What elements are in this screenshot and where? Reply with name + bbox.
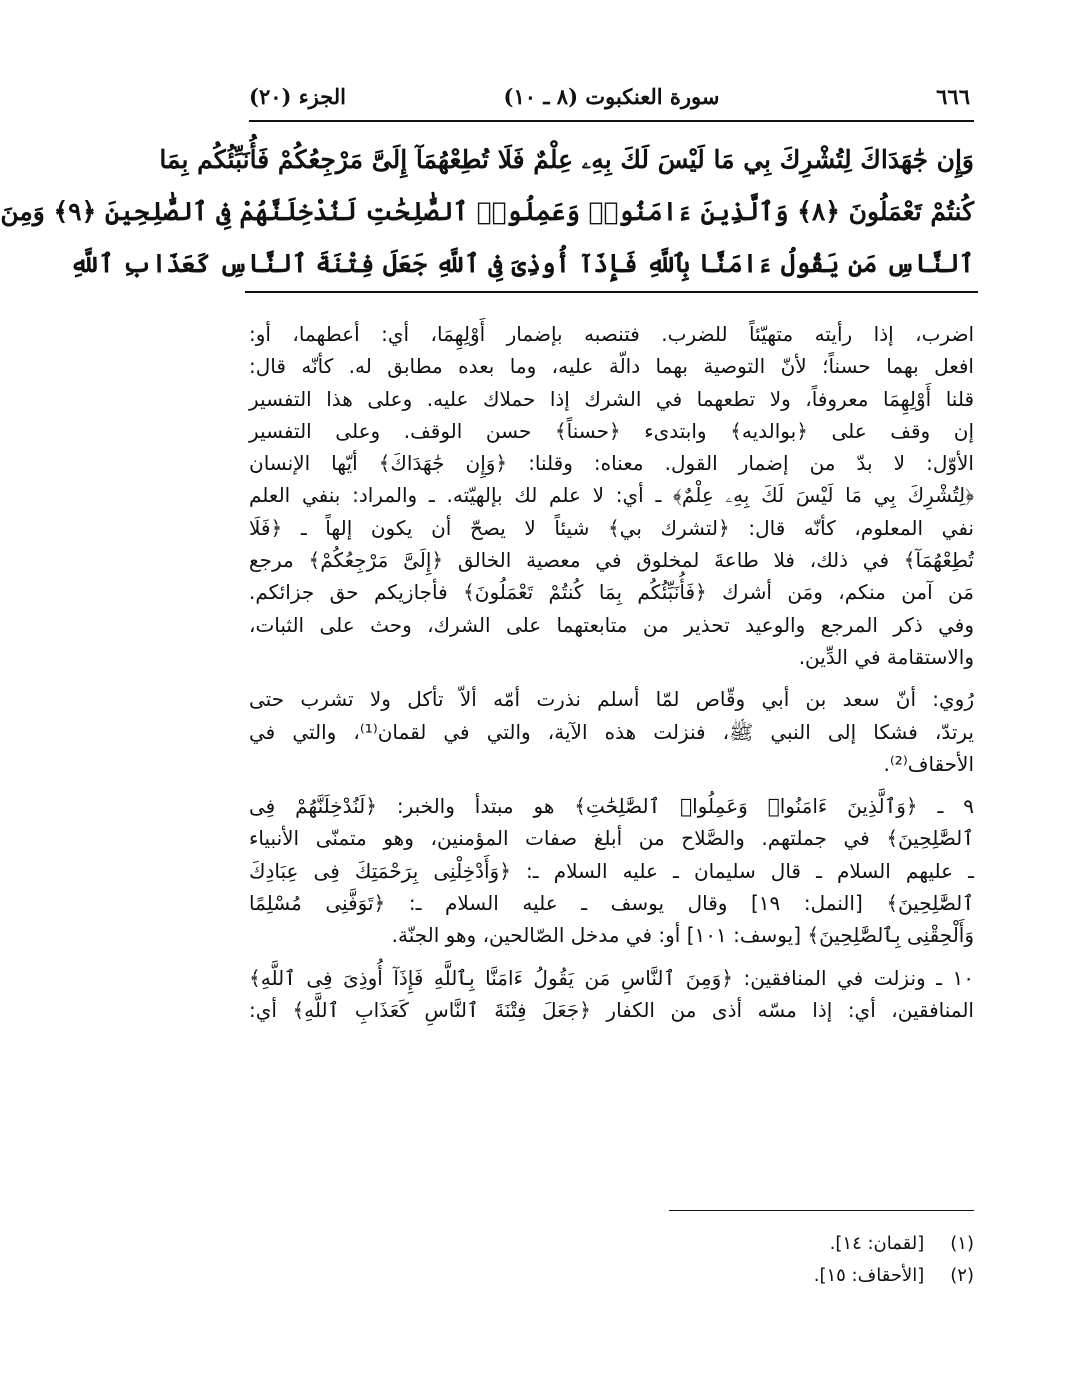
juz-label: الجزء (٢٠) (249, 84, 346, 109)
text-line: يرتدّ، فشكا إلى النبي ﷺ، فنزلت هذه الآية، والتي في لقمان⁽¹⁾، والتي في (249, 719, 974, 744)
text-line: الأحقاف⁽²⁾. (883, 751, 974, 776)
surah-title: سورة العنكبوت (٨ ـ ١٠) (503, 84, 720, 109)
header-rule (249, 120, 974, 122)
footnote-text: [لقمان: ١٤]. (829, 1233, 925, 1254)
footnote (249, 1260, 974, 1292)
text-line: افعل بهما حسناً؛ لأنّ التوصية بهما دالّة عليه، وما بعده مطابق له. كأنّه قال: (249, 354, 974, 379)
text-line: تُطِعْهُمَآ﴾ في ذلك، فلا طاعةَ لمخلوق في معصية الخالق ﴿إِلَىَّ مَرْجِعُكُمْ﴾ مرجع (249, 548, 974, 573)
text-line: المنافقين، أي: إذا مسّه أذى من الكفار ﴿جَعَلَ فِتْنَةَ ٱلنَّاسِ كَعَذَابِ ٱللَّهِ﴾ أي: (249, 997, 974, 1022)
text-line: رُوي: أنّ سعد بن أبي وقّاص لمّا أسلم نذرت أمّه ألاّ تأكل ولا تشرب حتى (249, 687, 974, 712)
text-line: الأوّل: لا بدّ من إضمار القول. معناه: وقلنا: ﴿وَإِن جَٰهَدَاكَ﴾ أيّها الإنسان (249, 451, 974, 476)
book-page (0, 78, 974, 1338)
quran-verses-block (0, 134, 974, 290)
text-line: ﴿لِتُشْرِكَ بِي مَا لَيْسَ لَكَ بِهِۦ عِلْمٌ﴾ ـ أي: لا علم لك بإلهيّته. ـ والمراد: بنفي العلم (249, 483, 974, 508)
footnote-text: [الأحقاف: ١٥]. (813, 1265, 925, 1286)
text-line: ٱلصَّٰلِحِينَ﴾ [النمل: ١٩] وقال يوسف ـ عليه السلام ـ: ﴿تَوَفَّنِى مُسْلِمًا (249, 891, 974, 916)
paragraph (249, 683, 974, 780)
page-number: ٦٦٦ (936, 84, 970, 109)
text-line: ١٠ ـ ونزلت في المنافقين: ﴿وَمِنَ ٱلنَّاسِ مَن يَقُولُ ءَامَنَّا بِٱللَّهِ فَإِذَآ أُوذِىَ فِى ٱللَّهِ﴾ (249, 965, 974, 990)
commentary-text (249, 318, 974, 1036)
text-line: ٱلصَّٰلِحِينَ﴾ في جملتهم. والصَّلاح من أبلغ صفات المؤمنين، وهو متمنّى الأنبياء (249, 826, 974, 851)
text-line: إن وقف على ﴿بوالديه﴾ وابتدىء ﴿حسناً﴾ حسن الوقف. وعلى التفسير (249, 418, 974, 443)
verses-divider (245, 291, 978, 293)
footnote-rule (669, 1210, 974, 1211)
verse-line: ٱلنَّاسِ مَن يَقُولُ ءَامَنَّا بِٱللَّهِ فَإِذَآ أُوذِىَ فِى ٱللَّهِ جَعَلَ فِتْنَةَ ٱلنَّاسِ كَعَذَابِ ٱللَّهِ (69, 249, 974, 278)
footnote-number: (٢) (950, 1265, 974, 1286)
page-header (249, 78, 974, 114)
verse-line: كُنتُمْ تَعْمَلُونَ ﴿٨﴾ وَٱلَّذِينَ ءَامَنُوا۟ وَعَمِلُوا۟ ٱلصَّٰلِحَٰتِ لَنُدْخِلَنَّهُمْ فِى ٱلصَّٰلِحِينَ ﴿٩﴾ وَمِنَ (0, 197, 974, 226)
text-line: مَن آمن منكم، ومَن أشرك ﴿فَأُنَبِّئُكُم بِمَا كُنتُمْ تَعْمَلُونَ﴾ فأجازيكم حق جزائكم. (249, 580, 974, 605)
paragraph (249, 790, 974, 951)
text-line: والاستقامة في الدِّين. (798, 644, 974, 669)
text-line: قلنا أَوْلِهِمَا معروفاً، ولا تطعهما في الشرك إذا حملاك عليه. وعلى هذا التفسير (249, 386, 974, 411)
text-line: وَأَلْحِقْنِى بِٱلصَّٰلِحِينَ﴾ [يوسف: ١٠١] أو: في مدخل الصّالحين، وهو الجنّة. (391, 923, 974, 948)
verse-line: وَإِن جَٰهَدَاكَ لِتُشْرِكَ بِي مَا لَيْسَ لَكَ بِهِۦ عِلْمٌ فَلَا تُطِعْهُمَآ إِلَىَّ مَرْجِعُكُمْ فَأُنَبِّئُكُم بِمَا (159, 145, 974, 174)
text-line: ـ عليهم السلام ـ قال سليمان ـ عليه السلام ـ: ﴿وَأَدْخِلْنِى بِرَحْمَتِكَ فِى عِبَادِكَ (249, 858, 974, 883)
text-line: وفي ذكر المرجع والوعيد تحذير من متابعتهما على الشرك، وحث على الثبات، (249, 612, 974, 637)
text-line: اضرب، إذا رأيته متهيّئاً للضرب. فتنصبه بإضمار أَوْلِهِمَا، أي: أعطهما، أو: (249, 322, 974, 346)
footnotes (249, 1228, 974, 1292)
text-line: نفي المعلوم، كأنّه قال: ﴿لتشرك بي﴾ شيئاً لا يصحّ أن يكون إلهاً ـ ﴿فَلَا (249, 515, 974, 540)
footnote (249, 1228, 974, 1260)
paragraph (249, 318, 974, 673)
paragraph (249, 962, 974, 1027)
text-line: ٩ ـ ﴿وَٱلَّذِينَ ءَامَنُوا۟ وَعَمِلُوا۟ ٱلصَّٰلِحَٰتِ﴾ هو مبتدأ والخبر: ﴿لَنُدْخِلَنَّهُمْ فِى (249, 794, 974, 819)
footnote-number: (١) (950, 1233, 974, 1254)
